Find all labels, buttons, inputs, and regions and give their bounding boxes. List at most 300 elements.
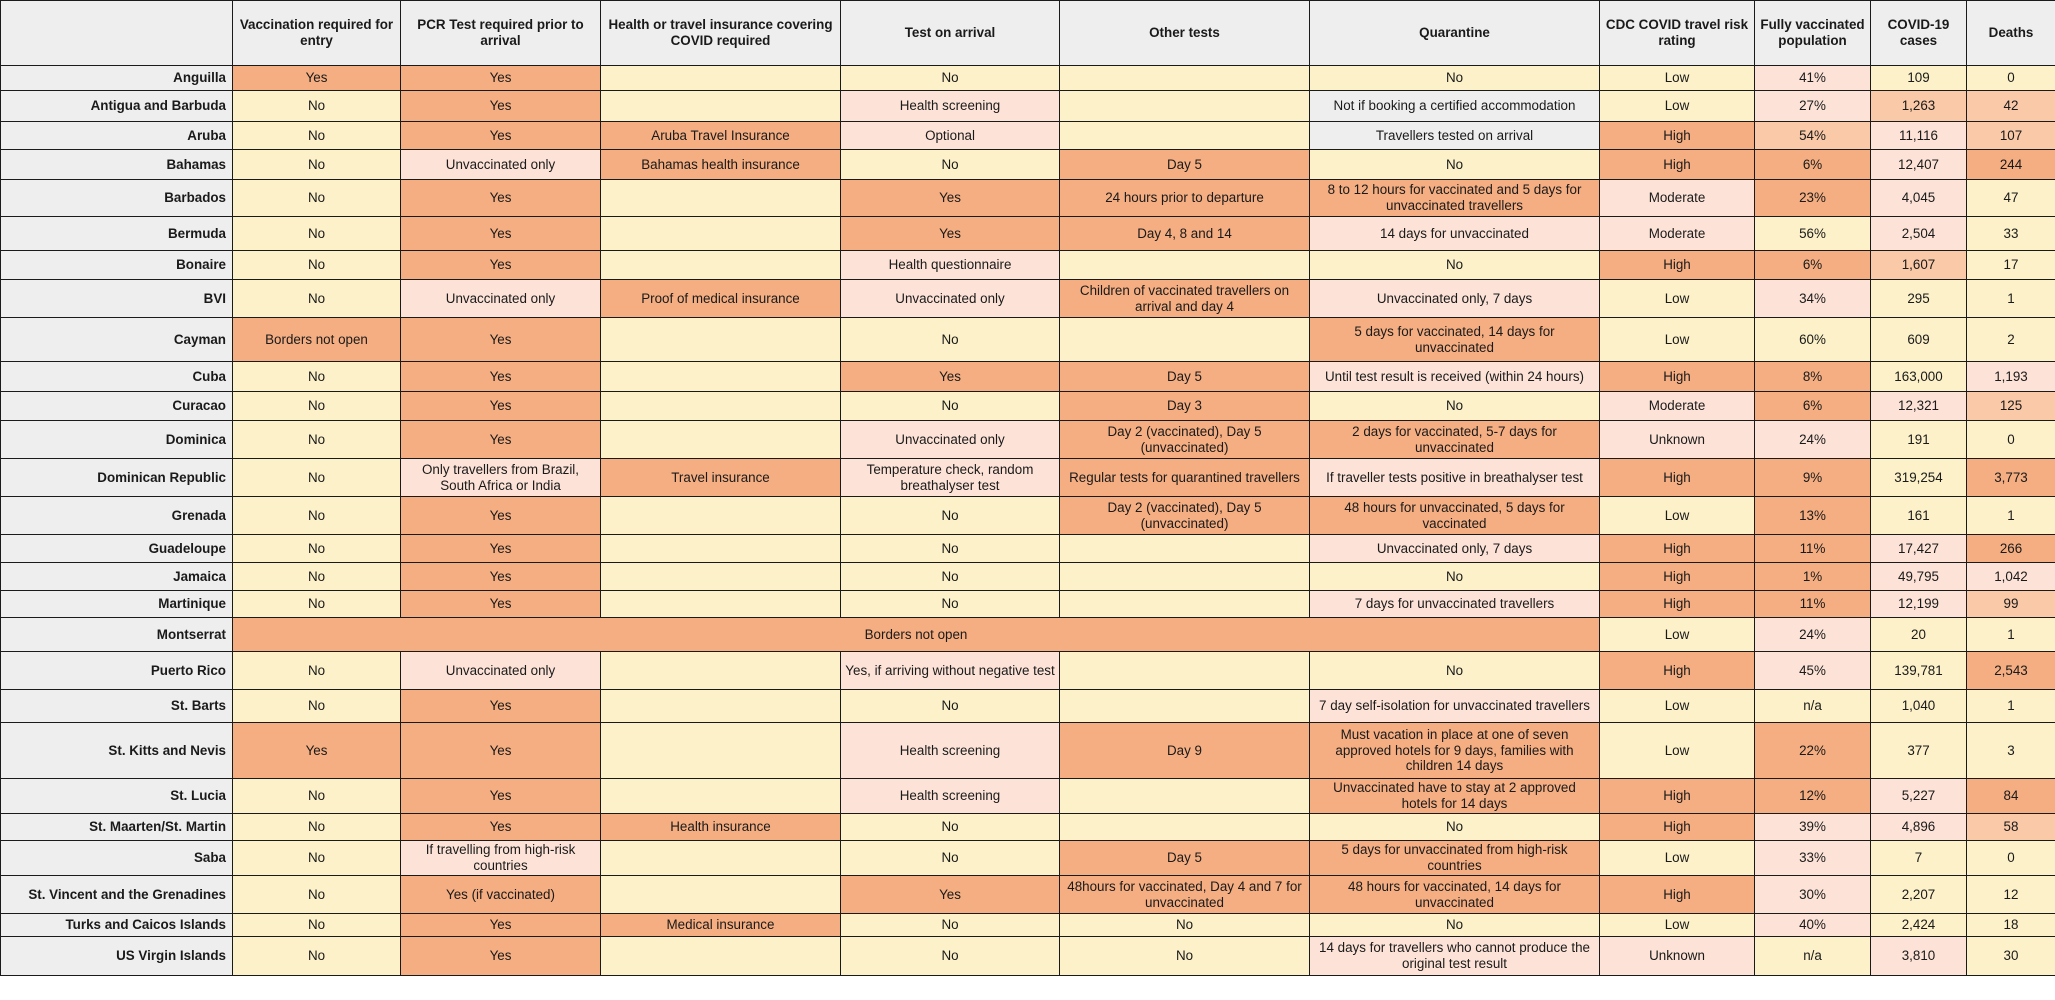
quarantine-cell: Travellers tested on arrival bbox=[1310, 122, 1600, 150]
country-name-cell: Guadeloupe bbox=[1, 535, 233, 563]
quarantine-cell: 7 day self-isolation for unvaccinated travellers bbox=[1310, 690, 1600, 723]
country-name-cell: Bonaire bbox=[1, 251, 233, 280]
test-on-arrival-cell: No bbox=[841, 914, 1060, 937]
table-row bbox=[1, 497, 2055, 535]
country-name-cell: St. Maarten/St. Martin bbox=[1, 814, 233, 841]
cdc-risk-cell: Low bbox=[1600, 497, 1755, 535]
table-row bbox=[1, 392, 2055, 421]
country-name-cell: BVI bbox=[1, 280, 233, 318]
pcr-test-header: PCR Test required prior to arrival bbox=[401, 1, 601, 66]
quarantine-cell: No bbox=[1310, 251, 1600, 280]
deaths-cell: 2 bbox=[1967, 318, 2055, 362]
deaths-cell: 1,193 bbox=[1967, 362, 2055, 392]
vaccinated-percent-cell: 22% bbox=[1755, 723, 1871, 779]
table-row bbox=[1, 618, 2055, 652]
insurance-required-header: Health or travel insurance covering COVID required bbox=[601, 1, 841, 66]
table-body bbox=[1, 66, 2055, 976]
insurance-cell bbox=[601, 690, 841, 723]
cdc-risk-cell: High bbox=[1600, 122, 1755, 150]
deaths-cell: 84 bbox=[1967, 779, 2055, 814]
vaccination-required-cell: No bbox=[233, 841, 401, 876]
insurance-cell bbox=[601, 937, 841, 976]
cdc-risk-cell: Moderate bbox=[1600, 392, 1755, 421]
insurance-cell: Bahamas health insurance bbox=[601, 150, 841, 180]
vaccination-required-cell: Borders not open bbox=[233, 318, 401, 362]
insurance-cell bbox=[601, 318, 841, 362]
test-on-arrival-cell: Optional bbox=[841, 122, 1060, 150]
vaccinated-percent-cell: 30% bbox=[1755, 876, 1871, 914]
deaths-cell: 12 bbox=[1967, 876, 2055, 914]
quarantine-cell: No bbox=[1310, 563, 1600, 591]
deaths-cell: 42 bbox=[1967, 91, 2055, 122]
table-row bbox=[1, 122, 2055, 150]
pcr-test-cell: Yes bbox=[401, 563, 601, 591]
country-name-cell: St. Vincent and the Grenadines bbox=[1, 876, 233, 914]
pcr-test-cell: If travelling from high-risk countries bbox=[401, 841, 601, 876]
pcr-test-cell: Yes bbox=[401, 122, 601, 150]
quarantine-cell: No bbox=[1310, 392, 1600, 421]
quarantine-cell: 5 days for vaccinated, 14 days for unvaccinated bbox=[1310, 318, 1600, 362]
other-tests-cell: 48hours for vaccinated, Day 4 and 7 for unvaccinated bbox=[1060, 876, 1310, 914]
deaths-cell: 47 bbox=[1967, 180, 2055, 217]
deaths-cell: 0 bbox=[1967, 66, 2055, 91]
vaccination-required-cell: No bbox=[233, 535, 401, 563]
cdc-risk-cell: High bbox=[1600, 779, 1755, 814]
cdc-risk-cell: Low bbox=[1600, 618, 1755, 652]
cdc-risk-cell: High bbox=[1600, 814, 1755, 841]
test-on-arrival-cell: Yes bbox=[841, 362, 1060, 392]
other-tests-cell bbox=[1060, 535, 1310, 563]
test-on-arrival-cell: Temperature check, random breathalyser test bbox=[841, 459, 1060, 497]
cases-cell: 11,116 bbox=[1871, 122, 1967, 150]
insurance-cell: Travel insurance bbox=[601, 459, 841, 497]
table-row bbox=[1, 251, 2055, 280]
vaccination-required-cell: No bbox=[233, 392, 401, 421]
pcr-test-cell: Unvaccinated only bbox=[401, 150, 601, 180]
insurance-cell bbox=[601, 392, 841, 421]
table-row bbox=[1, 318, 2055, 362]
deaths-cell: 266 bbox=[1967, 535, 2055, 563]
quarantine-cell: Until test result is received (within 24 hours) bbox=[1310, 362, 1600, 392]
vaccinated-percent-cell: 12% bbox=[1755, 779, 1871, 814]
insurance-cell bbox=[601, 723, 841, 779]
table-row bbox=[1, 421, 2055, 459]
table-row bbox=[1, 779, 2055, 814]
table-row bbox=[1, 914, 2055, 937]
vaccination-required-cell: Yes bbox=[233, 723, 401, 779]
cdc-risk-cell: Moderate bbox=[1600, 180, 1755, 217]
table-row bbox=[1, 180, 2055, 217]
insurance-cell bbox=[601, 841, 841, 876]
country-name-cell: Turks and Caicos Islands bbox=[1, 914, 233, 937]
insurance-cell bbox=[601, 66, 841, 91]
cases-cell: 377 bbox=[1871, 723, 1967, 779]
vaccinated-percent-cell: 60% bbox=[1755, 318, 1871, 362]
country-name-cell: Saba bbox=[1, 841, 233, 876]
cdc-risk-cell: Low bbox=[1600, 690, 1755, 723]
other-tests-cell bbox=[1060, 652, 1310, 690]
vaccination-required-cell: No bbox=[233, 217, 401, 251]
table-row bbox=[1, 591, 2055, 618]
test-on-arrival-cell: Health screening bbox=[841, 91, 1060, 122]
vaccination-required-cell: No bbox=[233, 497, 401, 535]
cases-cell: 4,045 bbox=[1871, 180, 1967, 217]
table-row bbox=[1, 937, 2055, 976]
cdc-risk-cell: High bbox=[1600, 251, 1755, 280]
pcr-test-cell: Yes bbox=[401, 392, 601, 421]
other-tests-cell bbox=[1060, 251, 1310, 280]
vaccinated-percent-cell: n/a bbox=[1755, 937, 1871, 976]
cases-cell: 5,227 bbox=[1871, 779, 1967, 814]
pcr-test-cell: Only travellers from Brazil, South Africa or India bbox=[401, 459, 601, 497]
country-name-cell: Bahamas bbox=[1, 150, 233, 180]
insurance-cell: Proof of medical insurance bbox=[601, 280, 841, 318]
deaths-cell: 1,042 bbox=[1967, 563, 2055, 591]
insurance-cell: Medical insurance bbox=[601, 914, 841, 937]
vaccinated-percent-cell: 54% bbox=[1755, 122, 1871, 150]
other-tests-cell bbox=[1060, 318, 1310, 362]
cdc-risk-cell: Low bbox=[1600, 841, 1755, 876]
other-tests-cell: Day 3 bbox=[1060, 392, 1310, 421]
pcr-test-cell: Yes bbox=[401, 535, 601, 563]
deaths-cell: 1 bbox=[1967, 690, 2055, 723]
covid-cases-header: COVID-19 cases bbox=[1871, 1, 1967, 66]
quarantine-cell: No bbox=[1310, 66, 1600, 91]
cdc-risk-cell: Moderate bbox=[1600, 217, 1755, 251]
test-on-arrival-cell: No bbox=[841, 841, 1060, 876]
cdc-risk-rating-header: CDC COVID travel risk rating bbox=[1600, 1, 1755, 66]
quarantine-cell: 48 hours for vaccinated, 14 days for unvaccinated bbox=[1310, 876, 1600, 914]
test-on-arrival-cell: Health screening bbox=[841, 723, 1060, 779]
pcr-test-cell: Yes bbox=[401, 318, 601, 362]
quarantine-cell: No bbox=[1310, 914, 1600, 937]
cases-cell: 20 bbox=[1871, 618, 1967, 652]
borders-closed-merged-cell: Borders not open bbox=[233, 618, 1600, 652]
other-tests-cell bbox=[1060, 779, 1310, 814]
cases-cell: 2,424 bbox=[1871, 914, 1967, 937]
vaccination-required-cell: No bbox=[233, 563, 401, 591]
deaths-cell: 17 bbox=[1967, 251, 2055, 280]
table-row bbox=[1, 459, 2055, 497]
quarantine-cell: 7 days for unvaccinated travellers bbox=[1310, 591, 1600, 618]
other-tests-cell: Regular tests for quarantined travellers bbox=[1060, 459, 1310, 497]
cases-cell: 161 bbox=[1871, 497, 1967, 535]
vaccination-required-cell: No bbox=[233, 91, 401, 122]
pcr-test-cell: Yes bbox=[401, 362, 601, 392]
other-tests-cell: No bbox=[1060, 937, 1310, 976]
test-on-arrival-cell: Yes bbox=[841, 217, 1060, 251]
cases-cell: 295 bbox=[1871, 280, 1967, 318]
vaccinated-percent-cell: 13% bbox=[1755, 497, 1871, 535]
table-row bbox=[1, 362, 2055, 392]
table-row bbox=[1, 876, 2055, 914]
cdc-risk-cell: Low bbox=[1600, 723, 1755, 779]
pcr-test-cell: Yes bbox=[401, 180, 601, 217]
country-name-cell: Barbados bbox=[1, 180, 233, 217]
quarantine-cell: 2 days for vaccinated, 5-7 days for unvaccinated bbox=[1310, 421, 1600, 459]
cdc-risk-cell: High bbox=[1600, 876, 1755, 914]
vaccinated-percent-cell: 1% bbox=[1755, 563, 1871, 591]
table-row bbox=[1, 814, 2055, 841]
vaccinated-percent-cell: 6% bbox=[1755, 392, 1871, 421]
vaccination-required-header: Vaccination required for entry bbox=[233, 1, 401, 66]
test-on-arrival-header: Test on arrival bbox=[841, 1, 1060, 66]
deaths-cell: 2,543 bbox=[1967, 652, 2055, 690]
vaccinated-percent-cell: 45% bbox=[1755, 652, 1871, 690]
vaccinated-percent-cell: 34% bbox=[1755, 280, 1871, 318]
cases-cell: 7 bbox=[1871, 841, 1967, 876]
cases-cell: 49,795 bbox=[1871, 563, 1967, 591]
test-on-arrival-cell: No bbox=[841, 690, 1060, 723]
vaccination-required-cell: No bbox=[233, 251, 401, 280]
cdc-risk-cell: High bbox=[1600, 535, 1755, 563]
vaccination-required-cell: No bbox=[233, 421, 401, 459]
test-on-arrival-cell: No bbox=[841, 497, 1060, 535]
test-on-arrival-cell: Health questionnaire bbox=[841, 251, 1060, 280]
cases-cell: 2,207 bbox=[1871, 876, 1967, 914]
test-on-arrival-cell: No bbox=[841, 150, 1060, 180]
country-name-cell: Antigua and Barbuda bbox=[1, 91, 233, 122]
test-on-arrival-cell: Yes bbox=[841, 180, 1060, 217]
test-on-arrival-cell: Unvaccinated only bbox=[841, 280, 1060, 318]
other-tests-cell bbox=[1060, 814, 1310, 841]
vaccination-required-cell: No bbox=[233, 814, 401, 841]
quarantine-cell: 14 days for unvaccinated bbox=[1310, 217, 1600, 251]
pcr-test-cell: Yes bbox=[401, 723, 601, 779]
quarantine-cell: No bbox=[1310, 814, 1600, 841]
test-on-arrival-cell: No bbox=[841, 318, 1060, 362]
test-on-arrival-cell: No bbox=[841, 392, 1060, 421]
other-tests-header: Other tests bbox=[1060, 1, 1310, 66]
vaccination-required-cell: No bbox=[233, 652, 401, 690]
vaccination-required-cell: No bbox=[233, 362, 401, 392]
vaccination-required-cell: No bbox=[233, 591, 401, 618]
country-name-cell: Dominican Republic bbox=[1, 459, 233, 497]
vaccination-required-cell: No bbox=[233, 914, 401, 937]
cases-cell: 1,607 bbox=[1871, 251, 1967, 280]
vaccinated-percent-cell: 6% bbox=[1755, 251, 1871, 280]
other-tests-cell bbox=[1060, 690, 1310, 723]
pcr-test-cell: Yes bbox=[401, 497, 601, 535]
cases-cell: 319,254 bbox=[1871, 459, 1967, 497]
country-name-cell: Martinique bbox=[1, 591, 233, 618]
country-name-cell: Dominica bbox=[1, 421, 233, 459]
pcr-test-cell: Yes bbox=[401, 779, 601, 814]
vaccinated-percent-cell: 24% bbox=[1755, 421, 1871, 459]
quarantine-cell: Unvaccinated have to stay at 2 approved hotels for 14 days bbox=[1310, 779, 1600, 814]
other-tests-cell: Day 5 bbox=[1060, 362, 1310, 392]
country-name-cell: Montserrat bbox=[1, 618, 233, 652]
quarantine-cell: Not if booking a certified accommodation bbox=[1310, 91, 1600, 122]
cdc-risk-cell: Low bbox=[1600, 914, 1755, 937]
country-name-cell: Anguilla bbox=[1, 66, 233, 91]
pcr-test-cell: Yes bbox=[401, 217, 601, 251]
vaccinated-percent-cell: 56% bbox=[1755, 217, 1871, 251]
deaths-cell: 1 bbox=[1967, 618, 2055, 652]
insurance-cell bbox=[601, 421, 841, 459]
deaths-cell: 107 bbox=[1967, 122, 2055, 150]
pcr-test-cell: Yes bbox=[401, 937, 601, 976]
table-row bbox=[1, 535, 2055, 563]
cdc-risk-cell: High bbox=[1600, 362, 1755, 392]
insurance-cell bbox=[601, 652, 841, 690]
vaccinated-percent-cell: 39% bbox=[1755, 814, 1871, 841]
vaccinated-percent-cell: n/a bbox=[1755, 690, 1871, 723]
table-row bbox=[1, 150, 2055, 180]
insurance-cell bbox=[601, 497, 841, 535]
test-on-arrival-cell: No bbox=[841, 535, 1060, 563]
cases-cell: 12,407 bbox=[1871, 150, 1967, 180]
cdc-risk-cell: Low bbox=[1600, 66, 1755, 91]
country-name-cell: Bermuda bbox=[1, 217, 233, 251]
other-tests-cell: No bbox=[1060, 914, 1310, 937]
test-on-arrival-cell: Yes, if arriving without negative test bbox=[841, 652, 1060, 690]
quarantine-cell: 5 days for unvaccinated from high-risk countries bbox=[1310, 841, 1600, 876]
vaccination-required-cell: No bbox=[233, 937, 401, 976]
table-row bbox=[1, 652, 2055, 690]
insurance-cell bbox=[601, 180, 841, 217]
table-row bbox=[1, 91, 2055, 122]
country-name-cell: Grenada bbox=[1, 497, 233, 535]
table-row bbox=[1, 66, 2055, 91]
deaths-cell: 3,773 bbox=[1967, 459, 2055, 497]
other-tests-cell: Children of vaccinated travellers on arrival and day 4 bbox=[1060, 280, 1310, 318]
cases-cell: 1,263 bbox=[1871, 91, 1967, 122]
table-row bbox=[1, 217, 2055, 251]
cases-cell: 3,810 bbox=[1871, 937, 1967, 976]
vaccinated-percent-cell: 27% bbox=[1755, 91, 1871, 122]
deaths-header: Deaths bbox=[1967, 1, 2055, 66]
insurance-cell: Health insurance bbox=[601, 814, 841, 841]
pcr-test-cell: Yes bbox=[401, 66, 601, 91]
deaths-cell: 18 bbox=[1967, 914, 2055, 937]
vaccination-required-cell: No bbox=[233, 779, 401, 814]
cases-cell: 12,199 bbox=[1871, 591, 1967, 618]
insurance-cell bbox=[601, 779, 841, 814]
test-on-arrival-cell: No bbox=[841, 814, 1060, 841]
country-name-cell: Jamaica bbox=[1, 563, 233, 591]
cases-cell: 2,504 bbox=[1871, 217, 1967, 251]
test-on-arrival-cell: Health screening bbox=[841, 779, 1060, 814]
table-row bbox=[1, 841, 2055, 876]
vaccinated-percent-cell: 11% bbox=[1755, 591, 1871, 618]
test-on-arrival-cell: No bbox=[841, 937, 1060, 976]
other-tests-cell bbox=[1060, 91, 1310, 122]
deaths-cell: 99 bbox=[1967, 591, 2055, 618]
insurance-cell bbox=[601, 591, 841, 618]
vaccination-required-cell: No bbox=[233, 690, 401, 723]
insurance-cell bbox=[601, 251, 841, 280]
deaths-cell: 58 bbox=[1967, 814, 2055, 841]
other-tests-cell bbox=[1060, 122, 1310, 150]
vaccination-required-cell: No bbox=[233, 180, 401, 217]
other-tests-cell: Day 4, 8 and 14 bbox=[1060, 217, 1310, 251]
deaths-cell: 33 bbox=[1967, 217, 2055, 251]
vaccination-required-cell: Yes bbox=[233, 66, 401, 91]
country-name-cell: Puerto Rico bbox=[1, 652, 233, 690]
vaccination-required-cell: No bbox=[233, 122, 401, 150]
other-tests-cell: Day 9 bbox=[1060, 723, 1310, 779]
country-name-cell: St. Kitts and Nevis bbox=[1, 723, 233, 779]
table-row bbox=[1, 690, 2055, 723]
pcr-test-cell: Yes bbox=[401, 690, 601, 723]
insurance-cell: Aruba Travel Insurance bbox=[601, 122, 841, 150]
cdc-risk-cell: High bbox=[1600, 563, 1755, 591]
other-tests-cell: Day 5 bbox=[1060, 150, 1310, 180]
table-row bbox=[1, 723, 2055, 779]
pcr-test-cell: Unvaccinated only bbox=[401, 280, 601, 318]
table-row bbox=[1, 563, 2055, 591]
other-tests-cell bbox=[1060, 563, 1310, 591]
vaccinated-percent-cell: 23% bbox=[1755, 180, 1871, 217]
test-on-arrival-cell: No bbox=[841, 591, 1060, 618]
vaccinated-percent-cell: 9% bbox=[1755, 459, 1871, 497]
deaths-cell: 125 bbox=[1967, 392, 2055, 421]
cases-cell: 4,896 bbox=[1871, 814, 1967, 841]
vaccinated-percent-cell: 8% bbox=[1755, 362, 1871, 392]
other-tests-cell: Day 2 (vaccinated), Day 5 (unvaccinated) bbox=[1060, 421, 1310, 459]
other-tests-cell: 24 hours prior to departure bbox=[1060, 180, 1310, 217]
quarantine-header: Quarantine bbox=[1310, 1, 1600, 66]
insurance-cell bbox=[601, 563, 841, 591]
insurance-cell bbox=[601, 217, 841, 251]
quarantine-cell: No bbox=[1310, 150, 1600, 180]
vaccinated-percent-cell: 6% bbox=[1755, 150, 1871, 180]
vaccinated-percent-cell: 11% bbox=[1755, 535, 1871, 563]
deaths-cell: 1 bbox=[1967, 280, 2055, 318]
other-tests-cell: Day 5 bbox=[1060, 841, 1310, 876]
country-name-cell: St. Barts bbox=[1, 690, 233, 723]
country-name-cell: Cayman bbox=[1, 318, 233, 362]
table-row bbox=[1, 280, 2055, 318]
vaccination-required-cell: No bbox=[233, 876, 401, 914]
pcr-test-cell: Yes (if vaccinated) bbox=[401, 876, 601, 914]
vaccinated-percent-cell: 40% bbox=[1755, 914, 1871, 937]
vaccination-required-cell: No bbox=[233, 150, 401, 180]
header-row bbox=[1, 1, 2055, 66]
cases-cell: 163,000 bbox=[1871, 362, 1967, 392]
country-name-cell: St. Lucia bbox=[1, 779, 233, 814]
insurance-cell bbox=[601, 535, 841, 563]
cdc-risk-cell: Low bbox=[1600, 280, 1755, 318]
vaccination-required-cell: No bbox=[233, 280, 401, 318]
country-name-cell: Curacao bbox=[1, 392, 233, 421]
cdc-risk-cell: High bbox=[1600, 591, 1755, 618]
quarantine-cell: 14 days for travellers who cannot produce the original test result bbox=[1310, 937, 1600, 976]
pcr-test-cell: Yes bbox=[401, 914, 601, 937]
cases-cell: 17,427 bbox=[1871, 535, 1967, 563]
deaths-cell: 0 bbox=[1967, 841, 2055, 876]
country-name-cell: Aruba bbox=[1, 122, 233, 150]
test-on-arrival-cell: Yes bbox=[841, 876, 1060, 914]
quarantine-cell: 8 to 12 hours for vaccinated and 5 days for unvaccinated travellers bbox=[1310, 180, 1600, 217]
corner-header bbox=[1, 1, 233, 66]
pcr-test-cell: Yes bbox=[401, 814, 601, 841]
cases-cell: 109 bbox=[1871, 66, 1967, 91]
deaths-cell: 30 bbox=[1967, 937, 2055, 976]
cases-cell: 191 bbox=[1871, 421, 1967, 459]
quarantine-cell: Unvaccinated only, 7 days bbox=[1310, 280, 1600, 318]
quarantine-cell: No bbox=[1310, 652, 1600, 690]
pcr-test-cell: Yes bbox=[401, 91, 601, 122]
cases-cell: 609 bbox=[1871, 318, 1967, 362]
country-name-cell: Cuba bbox=[1, 362, 233, 392]
cdc-risk-cell: High bbox=[1600, 150, 1755, 180]
cdc-risk-cell: Unknown bbox=[1600, 421, 1755, 459]
test-on-arrival-cell: No bbox=[841, 66, 1060, 91]
cdc-risk-cell: Low bbox=[1600, 318, 1755, 362]
vaccination-required-cell: No bbox=[233, 459, 401, 497]
